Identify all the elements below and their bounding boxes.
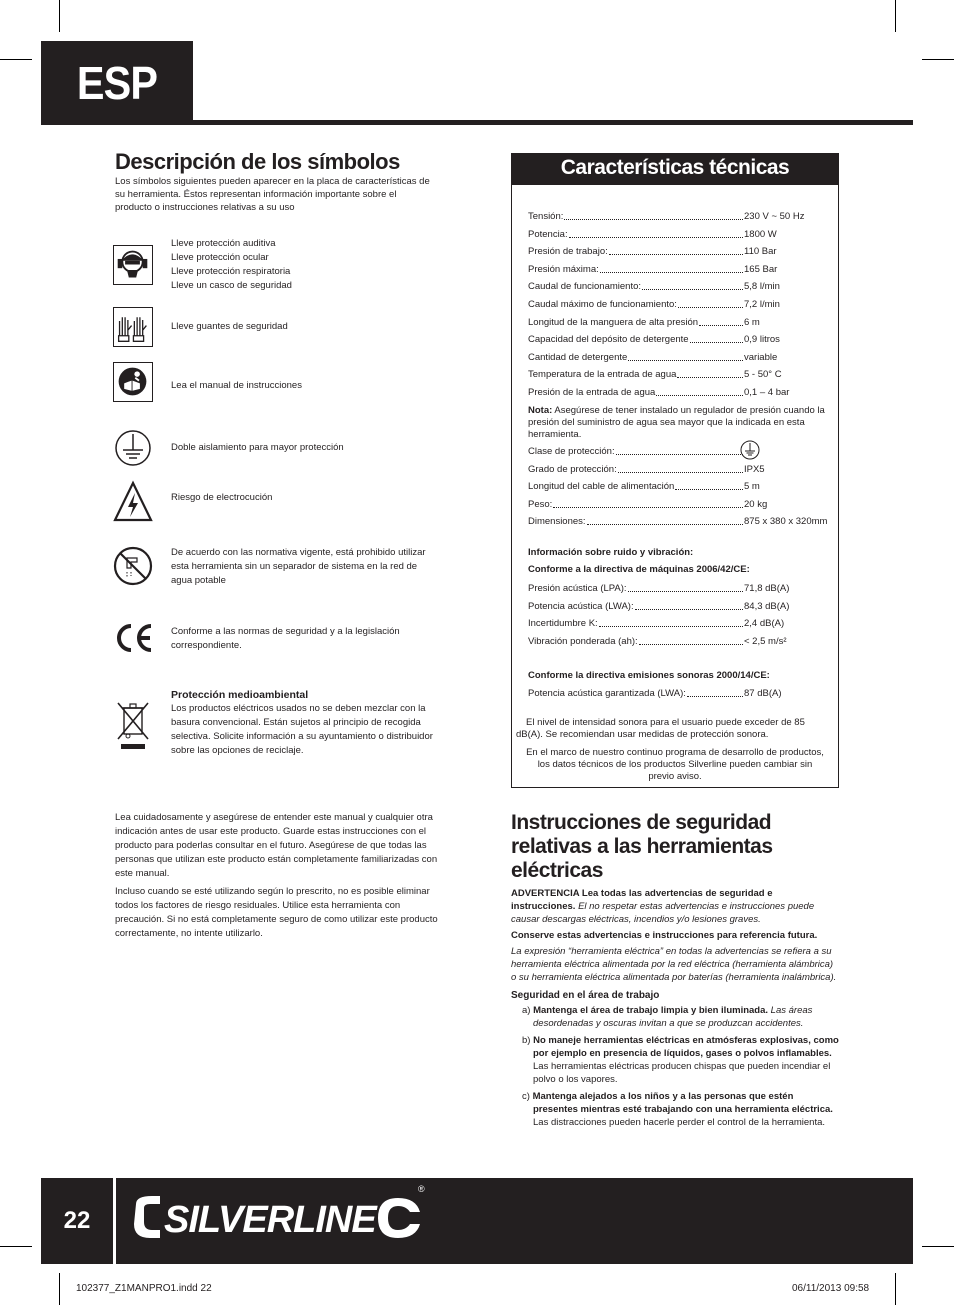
specs-note <box>528 405 828 441</box>
language-label: ESP <box>76 57 158 109</box>
symbol-line: correspondiente. <box>171 640 242 651</box>
spec-label: Potencia acústica garantizada (LWA): <box>528 688 686 699</box>
spec-label: Presión máxima: <box>528 263 599 275</box>
leader-dots <box>675 481 743 490</box>
spec-row <box>528 299 828 311</box>
emission-row <box>528 688 828 700</box>
spec-value: 110 Bar <box>744 246 777 258</box>
symbol-text-ce <box>171 625 446 653</box>
sound-warning: El nivel de intensidad sonora para el usuario puede exceder de 85 dB(A). Se recomiendan usar medidas de protección sonora. <box>516 717 805 740</box>
note-paragraph: Incluso cuando se esté utilizando según lo prescrito, no es posible eliminar todos los factores de riesgo residuales. Utilice esta herramienta con precaución. Si no está completamente seguro de como utilizar este producto correctamente, no intente utilizarlo. <box>115 886 438 939</box>
spec-label: Caudal máximo de funcionamiento: <box>528 299 677 310</box>
footer-divider <box>113 1178 116 1264</box>
leader-dots <box>569 229 743 238</box>
spec-value: 5 - 50° C <box>744 369 782 381</box>
symbol-line: Conforme a las normas de seguridad y a la legislación <box>171 626 400 637</box>
spec-row <box>528 516 828 528</box>
spec-value: 84,3 dB(A) <box>744 600 790 612</box>
spec-label: Incertidumbre K: <box>528 618 598 630</box>
item-letter: c) <box>522 1091 530 1102</box>
slug-date: 06/11/2013 09:58 <box>792 1283 870 1294</box>
symbol-text-no-connection <box>171 546 446 588</box>
crop-mark <box>895 0 896 32</box>
brand-logo <box>130 1184 430 1242</box>
spec-row <box>528 369 828 381</box>
double-insulation-icon <box>113 428 153 468</box>
spec-value: 875 x 380 x 320mm <box>744 516 828 528</box>
symbol-line: Lleve protección auditiva <box>171 238 276 249</box>
spec-row <box>528 264 828 276</box>
spec-row <box>528 499 828 511</box>
leader-dots <box>639 636 743 645</box>
leader-dots <box>642 281 743 290</box>
environment-line: Los productos eléctricos usados no se deben mezclar con la <box>171 703 426 714</box>
crop-mark <box>0 59 32 60</box>
spec-row <box>528 334 828 346</box>
spec-label: Longitud de la manguera de alta presión <box>528 316 699 328</box>
spec-value: 20 kg <box>744 498 768 510</box>
slug-file: 102377_Z1MANPRO1.indd 22 <box>76 1283 212 1294</box>
leader-dots <box>616 446 743 455</box>
spec-row <box>528 636 828 648</box>
item-bold: Mantenga alejados a los niños y a las personas que estén presentes mientras esté trabajando con una herramienta eléctrica. <box>532 1091 833 1115</box>
symbols-intro: Los símbolos siguientes pueden aparecer en la placa de características de su herramienta. Éstos representan información importante sobre el producto o instrucciones relativas a su uso <box>115 176 430 213</box>
symbol-line: Lleve protección respiratoria <box>171 266 291 277</box>
spec-label: Grado de protección: <box>528 463 617 475</box>
spec-label: Vibración ponderada (ah): <box>528 635 638 647</box>
spec-label: Presión acústica (LPA): <box>528 583 627 594</box>
spec-row <box>528 211 828 223</box>
read-manual-icon <box>113 362 153 402</box>
registered-mark: ® <box>418 1184 425 1194</box>
noise-title: Información sobre ruido y vibración: <box>528 547 694 558</box>
leader-dots <box>635 601 743 610</box>
crop-mark <box>59 0 60 32</box>
spec-row <box>528 229 828 241</box>
specs-note-label: Nota: <box>528 405 553 416</box>
safety-title-line: eléctricas <box>511 859 603 882</box>
symbol-line: De acuerdo con las normativa vigente, está prohibido utilizar <box>171 547 426 558</box>
leader-dots <box>699 317 743 326</box>
leader-dots <box>587 516 743 525</box>
environment-text <box>171 688 446 758</box>
item-letter: b) <box>522 1035 531 1046</box>
spec-row <box>528 583 828 595</box>
item-bold: Mantenga el área de trabajo limpia y bien iluminada. <box>533 1005 769 1016</box>
safety-warning <box>511 887 839 926</box>
symbol-line: Lleve protección ocular <box>171 252 269 263</box>
spec-value: 2,4 dB(A) <box>744 618 785 630</box>
leader-dots <box>687 688 743 697</box>
protection-class-icon <box>740 440 764 464</box>
noise-directive: Conforme a la directiva de máquinas 2006/42/CE: <box>528 564 750 575</box>
spec-row <box>528 387 828 399</box>
spec-label: Tensión: <box>528 211 564 222</box>
item-rest: Las herramientas eléctricas producen chispas que pueden incendiar el polvo o los vapores. <box>533 1061 831 1085</box>
spec-label: Longitud del cable de alimentación <box>528 481 675 493</box>
spec-value: 7,2 l/min <box>744 299 780 310</box>
safety-warning-italic: El no respetar estas advertencias e instrucciones puede causar descargas eléctricas, incendios y/o lesiones graves. <box>511 901 815 925</box>
spec-value: 6 m <box>744 316 760 328</box>
brand-name: SILVERLINE <box>164 1199 376 1241</box>
leader-dots <box>553 499 743 508</box>
item-bold: No maneje herramientas eléctricas en atmósferas explosivas, como por ejemplo en presencia de líquidos, gases o polvos inflamables. <box>533 1035 839 1059</box>
ce-mark-icon <box>113 622 153 656</box>
spec-label: Clase de protección: <box>528 446 615 457</box>
spec-label: Temperatura de la entrada de agua <box>528 369 677 381</box>
spec-value: 0,9 litros <box>744 334 780 346</box>
environment-title: Protección medioambiental <box>171 689 309 701</box>
spec-value: 230 V ~ 50 Hz <box>744 211 805 222</box>
leader-dots <box>690 334 743 343</box>
safety-title-line: relativas a las herramientas <box>511 835 773 858</box>
leader-dots <box>678 299 743 308</box>
symbol-text-gloves: Lleve guantes de seguridad <box>171 321 288 332</box>
leader-dots <box>599 618 743 627</box>
spec-label: Potencia: <box>528 228 568 240</box>
environment-line: sobre las opciones de reciclaje. <box>171 745 304 756</box>
spec-value: 0,1 – 4 bar <box>744 387 790 398</box>
spec-row <box>528 317 828 329</box>
no-direct-connection-icon <box>113 546 153 586</box>
spec-value: < 2,5 m/s² <box>744 635 787 647</box>
leader-dots <box>677 369 743 378</box>
weee-bin-icon <box>113 700 153 752</box>
item-letter: a) <box>522 1005 531 1016</box>
spec-value: 5,8 l/min <box>744 281 780 293</box>
leader-dots <box>618 464 743 473</box>
spec-label: Potencia acústica (LWA): <box>528 600 634 612</box>
electrocution-risk-icon <box>113 480 153 520</box>
spec-value: variable <box>744 351 778 363</box>
symbol-text-manual: Lea el manual de instrucciones <box>171 380 302 391</box>
spec-row <box>528 352 828 364</box>
spec-label: Peso: <box>528 498 553 510</box>
symbols-title: Descripción de los símbolos <box>115 149 400 174</box>
crop-mark <box>922 59 954 60</box>
symbol-line: esta herramienta sin un separador de sistema en la red de <box>171 561 418 572</box>
header-rule <box>41 120 913 125</box>
leader-dots <box>609 246 743 255</box>
symbol-line: agua potable <box>171 575 226 586</box>
safety-body <box>511 887 839 1129</box>
spec-row <box>528 281 828 293</box>
spec-value: 5 m <box>744 481 760 493</box>
work-area-title: Seguridad en el área de trabajo <box>511 990 660 1001</box>
crop-mark <box>922 1246 954 1247</box>
spec-label: Presión de la entrada de agua <box>528 387 656 398</box>
leader-dots <box>628 583 743 592</box>
spec-value: 71,8 dB(A) <box>744 583 790 594</box>
item-rest: Las áreas desordenadas y oscuras invitan a que se produzcan accidentes. <box>533 1005 813 1029</box>
environment-line: selectiva. Solicite información a su ayuntamiento o distribuidor <box>171 731 433 742</box>
leader-dots <box>564 211 743 220</box>
safety-item-b <box>511 1034 839 1086</box>
page-number: 22 <box>63 1207 91 1234</box>
spec-label: Presión de trabajo: <box>528 246 608 258</box>
crop-mark <box>0 1246 32 1247</box>
spec-row <box>528 601 828 613</box>
spec-row <box>528 481 828 493</box>
leader-dots <box>600 264 743 273</box>
environment-line: basura convencional. Están sujetos al principio de recogida <box>171 717 421 728</box>
specs-disclaimer: En el marco de nuestro continuo programa de desarrollo de productos, los datos técnicos de los productos Silverline pueden cambiar sin previo aviso. <box>526 747 824 782</box>
safety-item-a <box>511 1004 839 1030</box>
safety-item-c <box>511 1090 839 1129</box>
spec-value: IPX5 <box>744 463 765 475</box>
specs-note-text: Asegúrese de tener instalado un regulador de presión cuando la presión del suministro de agua sea mayor que la indicada en esta herramienta. <box>528 405 825 440</box>
spec-value: 1800 W <box>744 228 777 240</box>
leader-dots <box>628 352 743 361</box>
crop-mark <box>895 1273 896 1305</box>
emission-directive: Conforme la directiva emisiones sonoras 2000/14/CE: <box>528 670 770 681</box>
symbol-text-electrocution: Riesgo de electrocución <box>171 492 273 503</box>
spec-label: Dimensiones: <box>528 516 586 528</box>
spec-label: Caudal de funcionamiento: <box>528 281 642 293</box>
safety-title-line: Instrucciones de seguridad <box>511 811 772 834</box>
spec-label: Capacidad del depósito de detergente <box>528 334 689 346</box>
spec-value: 87 dB(A) <box>744 688 782 699</box>
safety-warning-bold: ADVERTENCIA Lea todas las advertencias de seguridad e instrucciones. <box>511 888 773 912</box>
safety-title <box>511 811 773 883</box>
item-rest: Las distracciones pueden hacerle perder el control de la herramienta. <box>533 1117 826 1128</box>
keep-instructions: Conserve estas advertencias e instrucciones para referencia futura. <box>511 930 818 941</box>
spec-row <box>528 464 828 476</box>
symbol-line: Lleve un casco de seguridad <box>171 280 292 291</box>
gloves-icon <box>113 307 153 347</box>
spec-row <box>528 246 828 258</box>
leader-dots <box>656 387 743 396</box>
note-paragraph: Lea cuidadosamente y asegúrese de entender este manual y cualquier otra indicación antes de usar este producto. Guarde estas instrucciones con el producto para poderlas consultar en el futuro. Asegúrese de que todas las personas que utilizan este producto están completamente familiarizadas con este manual. <box>115 812 438 879</box>
symbol-text-insulation: Doble aislamiento para mayor protección <box>171 442 344 453</box>
specs-title: Características técnicas <box>560 156 790 179</box>
spec-row <box>528 446 828 458</box>
power-tool-definition: La expresión “herramienta eléctrica” en todas la advertencias se refiera a su herramienta eléctrica alimentada por la red eléctrica (herramienta alámbrica) o su herramienta eléctrica alimentada por baterías (herramienta inalámbrica). <box>511 946 837 983</box>
general-notes <box>115 811 443 941</box>
ppe-icon <box>113 245 153 285</box>
crop-mark <box>59 1273 60 1305</box>
spec-value: 165 Bar <box>744 263 778 275</box>
spec-label: Cantidad de detergente <box>528 351 628 363</box>
symbol-text-ppe <box>171 237 446 293</box>
spec-row <box>528 618 828 630</box>
